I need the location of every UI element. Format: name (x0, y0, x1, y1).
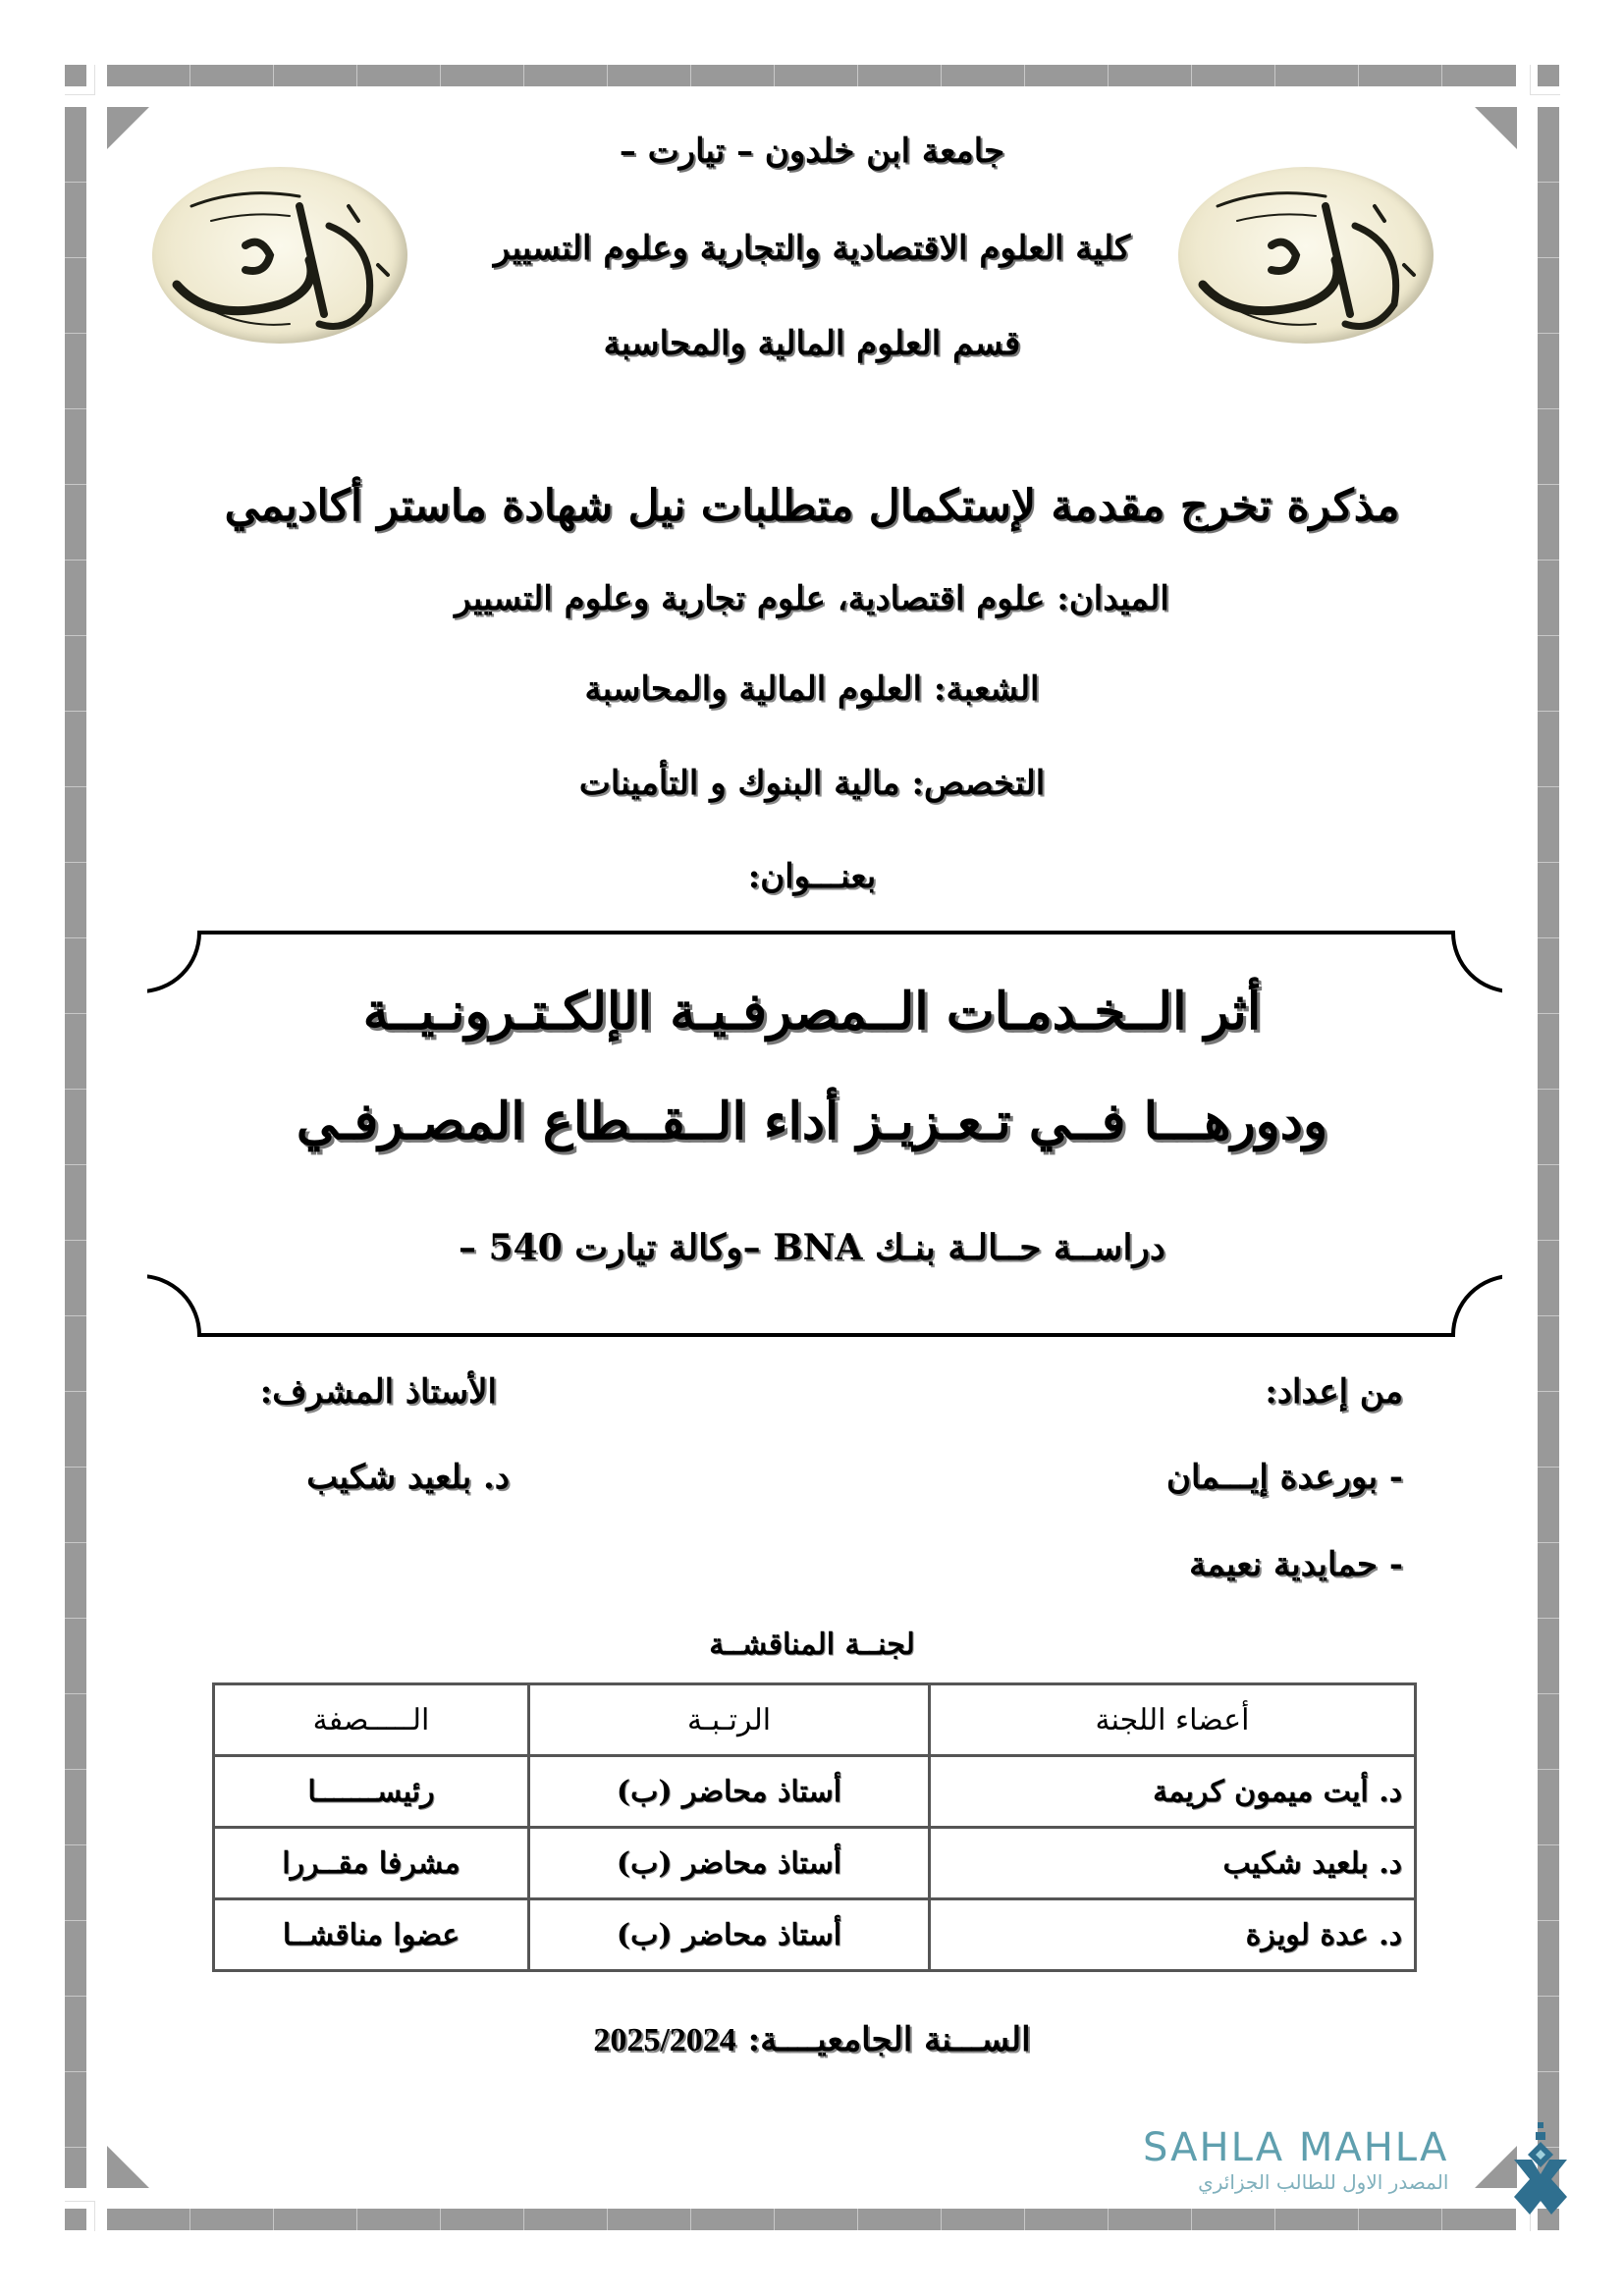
branch-line (0, 669, 1624, 709)
academic-year-label: الســـنة الجامعيــــة: (747, 2020, 1031, 2059)
table-row (214, 1828, 1416, 1899)
member-role: عضوا مناقشــا (214, 1899, 529, 1971)
sahla-mahla-watermark (1139, 2125, 1452, 2194)
watermark-subtitle: المصدر الاول للطالب الجزائري (1198, 2170, 1449, 2194)
case-study-line: دراســة حــالـة بنـك BNA –وكالة تيارت 540 – (459, 1227, 1165, 1268)
table-row (214, 1756, 1416, 1828)
student-1: - بورعدة إيـــمان (1166, 1458, 1403, 1497)
university-name: جامعة ابن خلدون – تيارت – (619, 132, 1005, 171)
member-role: مشرفا مقــررا (214, 1828, 529, 1899)
department-name: قسم العلوم المالية والمحاسبة (603, 324, 1021, 363)
thesis-title-line-1: أثر الــخـدمـات الــمصرفـيـة الإلكـتـرونـيــة (362, 982, 1262, 1041)
sahla-mahla-logo-icon (1502, 2120, 1581, 2228)
specialty-value: مالية البنوك و التأمينات (578, 764, 900, 803)
specialty-line (0, 764, 1624, 803)
faculty-name: كلية العلوم الاقتصادية والتجارية وعلوم التسيير (493, 229, 1131, 268)
member-role: رئيســـــــا (214, 1756, 529, 1828)
frame-top-bar (107, 65, 1516, 86)
supervisor-name: د. بلعيد شكيب (306, 1458, 510, 1497)
committee-table (212, 1682, 1417, 1972)
field-line (0, 579, 1624, 618)
header-role: الـــــصفة (214, 1684, 529, 1756)
member-rank: أستاذ محاضر (ب) (529, 1899, 930, 1971)
title-intro: بعنـــوان: (747, 857, 877, 896)
header-members: أعضاء اللجنة (930, 1684, 1416, 1756)
prepared-by-label: من إعداد: (1265, 1372, 1403, 1412)
frame-corner-line (65, 2201, 95, 2231)
member-rank: أستاذ محاضر (ب) (529, 1756, 930, 1828)
frame-triangle-bottom-left (107, 2146, 149, 2188)
member-name: د. عدة لويزة (930, 1899, 1416, 1971)
frame-corner-line (1530, 65, 1560, 95)
field-value: علوم اقتصادية، علوم تجارية وعلوم التسيير (455, 579, 1046, 618)
branch-label: الشعبة: (933, 669, 1040, 709)
student-2: - حمايدية نعيمة (1189, 1545, 1403, 1584)
member-rank: أستاذ محاضر (ب) (529, 1828, 930, 1899)
academic-year-line (0, 2020, 1624, 2059)
committee-title: لجنــة المناقشــة (709, 1628, 915, 1662)
table-row (214, 1899, 1416, 1971)
supervisor-label: الأستاذ المشرف: (259, 1372, 497, 1412)
member-name: د. بلعيد شكيب (930, 1828, 1416, 1899)
branch-value: العلوم المالية والمحاسبة (584, 669, 923, 709)
thesis-title-line-2: ودورهـــا فــي تـعـزيـز أداء الــقــطاع المصـرفـي (296, 1092, 1328, 1151)
academic-year-value: 2025/2024 (593, 2022, 736, 2058)
frame-bottom-bar (107, 2209, 1516, 2230)
header-rank: الرتـبـة (529, 1684, 930, 1756)
member-name: د. أيت ميمون كريمة (930, 1756, 1416, 1828)
watermark-title: SAHLA MAHLA (1143, 2125, 1449, 2170)
specialty-label: التخصص: (911, 764, 1046, 803)
frame-corner-line (65, 65, 95, 95)
table-header-row (214, 1684, 1416, 1756)
degree-statement: مذكرة تخرج مقدمة لإستكمال متطلبات نيل شهادة ماستر أكاديمي (224, 481, 1400, 531)
field-label: الميدان: (1056, 579, 1169, 618)
